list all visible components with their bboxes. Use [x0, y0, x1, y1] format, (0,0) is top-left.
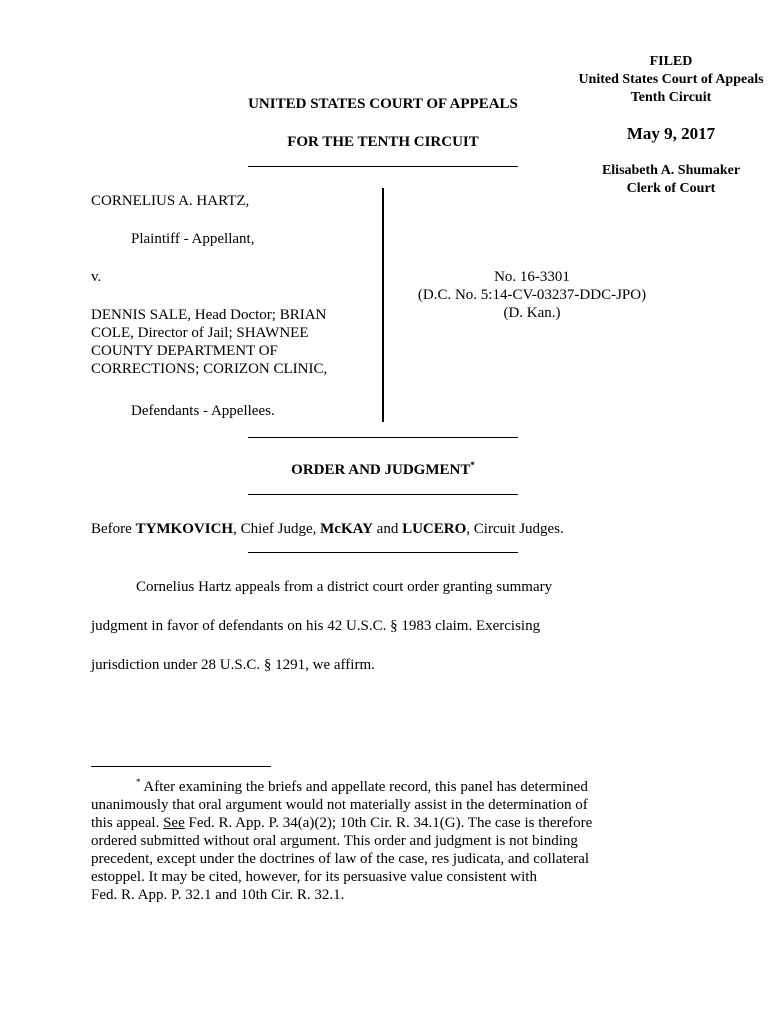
defendants-role: Defendants - Appellees. [131, 403, 275, 419]
and-label: and [372, 521, 403, 537]
order-footnote-mark: * [470, 460, 475, 470]
filed-circuit: Tenth Circuit [630, 90, 712, 105]
panel-line [91, 520, 564, 538]
circuit-heading: FOR THE TENTH CIRCUIT [287, 134, 479, 150]
case-number: No. 16-3301 [494, 269, 570, 285]
chief-judge-label: , Chief Judge, [233, 521, 321, 537]
circuit-judges-label: , Circuit Judges. [466, 521, 564, 537]
order-title-rule [248, 494, 518, 495]
order-title [230, 461, 536, 479]
versus: v. [91, 269, 102, 285]
body-line-2: judgment in favor of defendants on his 42 U.S.C. § 1983 claim. Exercising [91, 618, 541, 634]
defendants-line: CORRECTIONS; CORIZON CLINIC, [91, 361, 328, 377]
judge-mckay: McKAY [320, 521, 373, 537]
footnote-line [91, 778, 691, 796]
filed-stamp [540, 53, 768, 107]
clerk-block [540, 162, 768, 198]
footnote-text: After examining the briefs and appellate record, this panel has determined [140, 779, 588, 795]
body-line-1: Cornelius Hartz appeals from a district court order granting summary [136, 579, 553, 595]
defendants-line: DENNIS SALE, Head Doctor; BRIAN [91, 307, 327, 323]
caption-divider [382, 188, 384, 422]
filed-date: May 9, 2017 [626, 124, 716, 143]
footnote-line: estoppel. It may be cited, however, for its persuasive value consistent with [91, 869, 537, 885]
footnote-line: unanimously that oral argument would not materially assist in the determination of [91, 797, 588, 813]
case-numbers [392, 268, 672, 322]
court-heading: UNITED STATES COURT OF APPEALS [248, 96, 518, 112]
footnote-line: precedent, except under the doctrines of law of the case, res judicata, and collateral [91, 851, 590, 867]
footnote [91, 778, 691, 904]
see-signal: See [163, 815, 185, 831]
heading-rule [248, 166, 518, 167]
defendants-line: COLE, Director of Jail; SHAWNEE [91, 325, 309, 341]
before-label: Before [91, 521, 136, 537]
filed-court: United States Court of Appeals [578, 72, 764, 87]
footnote-text: this appeal. [91, 815, 164, 831]
footnote-line: ordered submitted without oral argument. This order and judgment is not binding [91, 833, 578, 849]
footnote-line: Fed. R. App. P. 32.1 and 10th Cir. R. 32.1. [91, 887, 345, 903]
footnote-mark: * [136, 777, 141, 787]
footnote-text: Fed. R. App. P. 34(a)(2); 10th Cir. R. 34.1(G). The case is therefore [184, 815, 593, 831]
defendants-line: COUNTY DEPARTMENT OF [91, 343, 278, 359]
defendants-names [91, 306, 327, 378]
district-court-number: (D.C. No. 5:14-CV-03237-DDC-JPO) [417, 287, 647, 303]
filed-label: FILED [649, 54, 693, 69]
clerk-name: Elisabeth A. Shumaker [601, 163, 741, 178]
plaintiff-role: Plaintiff - Appellant, [131, 231, 255, 247]
footnote-rule [91, 766, 271, 767]
judge-tymkovich: TYMKOVICH [135, 521, 234, 537]
clerk-title: Clerk of Court [626, 181, 716, 196]
panel-rule [248, 552, 518, 553]
footnote-line [91, 814, 691, 832]
plaintiff-name: CORNELIUS A. HARTZ, [91, 193, 250, 209]
district: (D. Kan.) [503, 305, 561, 321]
body-line-3: jurisdiction under 28 U.S.C. § 1291, we affirm. [91, 657, 375, 673]
caption-rule [248, 437, 518, 438]
judge-lucero: LUCERO [402, 521, 467, 537]
order-title-text: ORDER AND JUDGMENT [291, 462, 471, 478]
